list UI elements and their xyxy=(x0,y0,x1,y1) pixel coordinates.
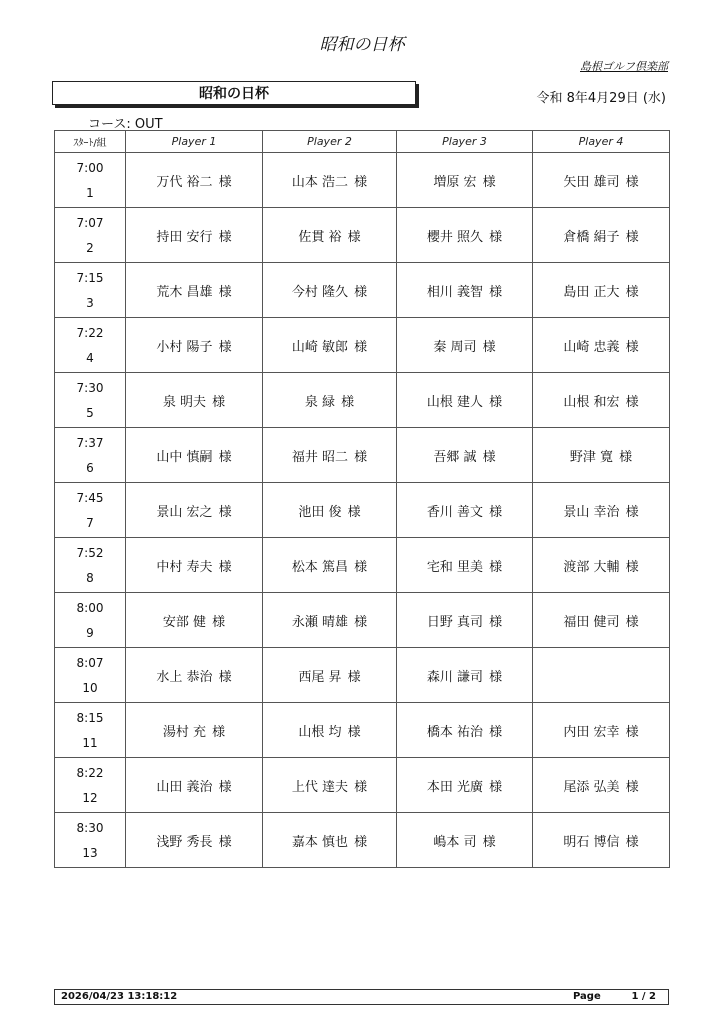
player-cell xyxy=(126,428,263,483)
honorific: 様 xyxy=(347,724,361,740)
player-name: 嶋本 司 xyxy=(433,834,477,850)
event-title: 昭和の日杯 xyxy=(52,81,416,105)
honorific: 様 xyxy=(619,449,633,465)
start-time: 8:07 xyxy=(76,656,104,670)
player-cell xyxy=(533,703,670,758)
player-name: 佐貫 裕 xyxy=(298,229,342,245)
start-time-cell xyxy=(55,428,126,483)
start-time: 8:00 xyxy=(76,601,104,615)
honorific: 様 xyxy=(489,284,503,300)
player-cell xyxy=(533,263,670,318)
player-cell xyxy=(263,318,397,373)
player-name: 野津 寛 xyxy=(569,449,614,465)
player-cell xyxy=(263,483,397,538)
honorific: 様 xyxy=(489,614,503,630)
honorific: 様 xyxy=(489,669,503,685)
player-name: 尾添 弘美 xyxy=(563,779,620,795)
player-cell xyxy=(533,208,670,263)
honorific: 様 xyxy=(218,229,232,245)
honorific: 様 xyxy=(489,724,503,740)
honorific: 様 xyxy=(625,504,639,520)
player-cell xyxy=(126,153,263,208)
honorific: 様 xyxy=(212,394,226,410)
club-name: 島根ゴルフ倶楽部 xyxy=(580,60,668,73)
start-time-cell xyxy=(55,373,126,428)
player-cell xyxy=(263,373,397,428)
player-name: 橋本 祐治 xyxy=(426,724,484,740)
player-cell xyxy=(126,373,263,428)
group-number: 11 xyxy=(82,736,98,750)
player-cell xyxy=(397,483,533,538)
player-cell xyxy=(397,703,533,758)
honorific: 様 xyxy=(354,559,368,575)
player-name: 渡部 大輔 xyxy=(563,559,620,575)
honorific: 様 xyxy=(212,614,226,630)
honorific: 様 xyxy=(218,559,232,575)
player-name: 吾郷 誠 xyxy=(433,449,477,465)
start-time: 7:22 xyxy=(76,326,104,340)
honorific: 様 xyxy=(482,174,496,190)
player-name: 香川 善文 xyxy=(426,504,484,520)
player-cell xyxy=(126,208,263,263)
start-time-cell xyxy=(55,538,126,593)
table-row xyxy=(55,208,670,263)
player-name: 山根 和宏 xyxy=(563,394,620,410)
player-name: 櫻井 照久 xyxy=(426,229,484,245)
honorific: 様 xyxy=(482,339,496,355)
honorific: 様 xyxy=(489,559,503,575)
honorific: 様 xyxy=(625,284,639,300)
column-header-player-4: Player 4 xyxy=(533,131,670,153)
player-name: 山崎 敏郎 xyxy=(291,339,349,355)
course-label: コース: OUT xyxy=(88,117,163,132)
column-header-player-3: Player 3 xyxy=(397,131,533,153)
honorific: 様 xyxy=(341,394,355,410)
page-footer xyxy=(54,989,669,1005)
player-cell xyxy=(397,428,533,483)
table-row xyxy=(55,538,670,593)
honorific: 様 xyxy=(218,284,232,300)
table-row xyxy=(55,373,670,428)
player-name: 山田 義治 xyxy=(156,779,213,795)
player-cell xyxy=(397,758,533,813)
player-name: 持田 安行 xyxy=(156,229,213,245)
honorific: 様 xyxy=(489,229,503,245)
print-timestamp: 2026/04/23 13:18:12 xyxy=(61,991,178,1002)
player-cell xyxy=(126,483,263,538)
honorific: 様 xyxy=(347,229,361,245)
group-number: 1 xyxy=(86,186,94,200)
start-time-cell xyxy=(55,648,126,703)
player-cell xyxy=(397,538,533,593)
player-cell xyxy=(263,813,397,868)
player-name: 矢田 雄司 xyxy=(563,174,620,190)
honorific: 様 xyxy=(218,339,232,355)
player-name: 安部 健 xyxy=(162,614,207,630)
player-name: 松本 篤昌 xyxy=(291,559,349,575)
group-number: 9 xyxy=(86,626,94,640)
page-number: 1 / 2 xyxy=(631,991,656,1002)
table-row xyxy=(55,813,670,868)
player-cell xyxy=(263,648,397,703)
player-cell xyxy=(533,483,670,538)
start-time: 7:37 xyxy=(76,436,104,450)
honorific: 様 xyxy=(482,834,496,850)
start-time: 8:30 xyxy=(76,821,104,835)
player-cell xyxy=(397,813,533,868)
player-cell xyxy=(397,208,533,263)
honorific: 様 xyxy=(347,669,361,685)
player-name: 景山 宏之 xyxy=(156,504,213,520)
honorific: 様 xyxy=(218,504,232,520)
player-name: 内田 宏幸 xyxy=(563,724,620,740)
player-cell xyxy=(397,593,533,648)
player-cell xyxy=(397,318,533,373)
player-cell xyxy=(263,758,397,813)
honorific: 様 xyxy=(354,779,368,795)
player-name: 泉 緑 xyxy=(304,394,336,410)
start-time-cell xyxy=(55,153,126,208)
honorific: 様 xyxy=(218,834,232,850)
player-name: 水上 恭治 xyxy=(156,669,213,685)
player-name: 日野 真司 xyxy=(426,614,484,630)
player-cell xyxy=(126,703,263,758)
start-time-cell xyxy=(55,593,126,648)
honorific: 様 xyxy=(482,449,496,465)
honorific: 様 xyxy=(218,174,232,190)
player-name: 本田 光廣 xyxy=(426,779,484,795)
table-row xyxy=(55,703,670,758)
player-cell xyxy=(533,153,670,208)
table-row xyxy=(55,758,670,813)
table-row xyxy=(55,153,670,208)
column-header-start-group: ｽﾀｰﾄ/組 xyxy=(55,131,126,153)
table-row xyxy=(55,318,670,373)
player-name: 山根 均 xyxy=(298,724,342,740)
player-name: 山本 浩二 xyxy=(291,174,349,190)
group-number: 10 xyxy=(82,681,98,695)
column-header-player-2: Player 2 xyxy=(263,131,397,153)
start-time: 7:52 xyxy=(76,546,104,560)
player-name: 景山 幸治 xyxy=(563,504,620,520)
player-name: 明石 博信 xyxy=(563,834,620,850)
player-cell xyxy=(263,538,397,593)
player-name: 上代 達夫 xyxy=(291,779,349,795)
player-cell xyxy=(533,648,670,703)
start-time: 7:07 xyxy=(76,216,104,230)
start-time-cell xyxy=(55,703,126,758)
table-row xyxy=(55,428,670,483)
player-name: 今村 隆久 xyxy=(291,284,349,300)
table-header-row xyxy=(55,131,670,153)
player-name: 島田 正大 xyxy=(563,284,620,300)
start-time-cell xyxy=(55,758,126,813)
start-time-cell xyxy=(55,483,126,538)
honorific: 様 xyxy=(354,174,368,190)
player-name: 中村 寿夫 xyxy=(156,559,213,575)
player-name: 宅和 里美 xyxy=(426,559,484,575)
honorific: 様 xyxy=(354,834,368,850)
start-time-cell xyxy=(55,813,126,868)
player-cell xyxy=(126,318,263,373)
table-row xyxy=(55,593,670,648)
player-cell xyxy=(397,648,533,703)
table-row xyxy=(55,263,670,318)
player-cell xyxy=(126,758,263,813)
table-row xyxy=(55,483,670,538)
player-cell xyxy=(263,208,397,263)
column-header-player-1: Player 1 xyxy=(126,131,263,153)
honorific: 様 xyxy=(218,449,232,465)
player-cell xyxy=(263,428,397,483)
honorific: 様 xyxy=(625,394,639,410)
player-name: 泉 明夫 xyxy=(162,394,207,410)
player-name: 森川 謙司 xyxy=(426,669,484,685)
group-number: 7 xyxy=(86,516,94,530)
player-cell xyxy=(533,813,670,868)
player-cell xyxy=(263,153,397,208)
start-time: 7:45 xyxy=(76,491,104,505)
honorific: 様 xyxy=(218,669,232,685)
player-cell xyxy=(126,538,263,593)
player-name: 倉橋 絹子 xyxy=(563,229,620,245)
honorific: 様 xyxy=(212,724,226,740)
player-name: 福田 健司 xyxy=(563,614,620,630)
player-name: 小村 陽子 xyxy=(156,339,213,355)
player-cell xyxy=(533,538,670,593)
start-time-cell xyxy=(55,318,126,373)
group-number: 5 xyxy=(86,406,94,420)
player-name: 相川 義智 xyxy=(426,284,484,300)
table-row xyxy=(55,648,670,703)
honorific: 様 xyxy=(625,614,639,630)
group-number: 13 xyxy=(82,846,98,860)
honorific: 様 xyxy=(354,614,368,630)
group-number: 2 xyxy=(86,241,94,255)
player-cell xyxy=(126,813,263,868)
honorific: 様 xyxy=(354,284,368,300)
player-cell xyxy=(397,153,533,208)
player-name: 荒木 昌雄 xyxy=(156,284,213,300)
honorific: 様 xyxy=(489,779,503,795)
start-time: 7:00 xyxy=(76,161,104,175)
start-time: 7:15 xyxy=(76,271,104,285)
honorific: 様 xyxy=(625,559,639,575)
start-time: 8:22 xyxy=(76,766,104,780)
player-name: 湯村 充 xyxy=(162,724,207,740)
honorific: 様 xyxy=(354,339,368,355)
start-time-cell xyxy=(55,208,126,263)
honorific: 様 xyxy=(218,779,232,795)
player-cell xyxy=(397,373,533,428)
pairings-table xyxy=(54,130,670,868)
player-name: 池田 俊 xyxy=(298,504,342,520)
player-cell xyxy=(533,758,670,813)
group-number: 8 xyxy=(86,571,94,585)
honorific: 様 xyxy=(625,229,639,245)
page-header-title: 昭和の日杯 xyxy=(319,35,405,55)
player-cell xyxy=(263,703,397,758)
start-time: 7:30 xyxy=(76,381,104,395)
player-name: 山根 建人 xyxy=(426,394,484,410)
honorific: 様 xyxy=(625,339,639,355)
honorific: 様 xyxy=(625,779,639,795)
page-label: Page xyxy=(573,991,601,1002)
player-name: 嘉本 慎也 xyxy=(291,834,349,850)
start-time: 8:15 xyxy=(76,711,104,725)
player-cell xyxy=(126,648,263,703)
honorific: 様 xyxy=(625,174,639,190)
player-name: 西尾 昇 xyxy=(298,669,342,685)
start-time-cell xyxy=(55,263,126,318)
honorific: 様 xyxy=(625,834,639,850)
player-name: 万代 裕二 xyxy=(156,174,213,190)
player-name: 永瀬 晴雄 xyxy=(291,614,349,630)
player-name: 山崎 忠義 xyxy=(563,339,620,355)
player-name: 増原 宏 xyxy=(433,174,477,190)
honorific: 様 xyxy=(354,449,368,465)
honorific: 様 xyxy=(489,394,503,410)
player-cell xyxy=(533,593,670,648)
group-number: 3 xyxy=(86,296,94,310)
honorific: 様 xyxy=(347,504,361,520)
player-cell xyxy=(533,373,670,428)
group-number: 6 xyxy=(86,461,94,475)
player-cell xyxy=(126,263,263,318)
player-name: 浅野 秀長 xyxy=(156,834,213,850)
player-cell xyxy=(397,263,533,318)
player-cell xyxy=(533,428,670,483)
player-cell xyxy=(533,318,670,373)
player-name: 山中 慎嗣 xyxy=(156,449,213,465)
player-cell xyxy=(126,593,263,648)
player-name: 秦 周司 xyxy=(433,339,477,355)
group-number: 4 xyxy=(86,351,94,365)
player-cell xyxy=(263,263,397,318)
event-date: 令和 8年4月29日 (水) xyxy=(536,91,666,106)
player-cell xyxy=(263,593,397,648)
honorific: 様 xyxy=(489,504,503,520)
group-number: 12 xyxy=(82,791,98,805)
player-name: 福井 昭二 xyxy=(291,449,349,465)
honorific: 様 xyxy=(625,724,639,740)
